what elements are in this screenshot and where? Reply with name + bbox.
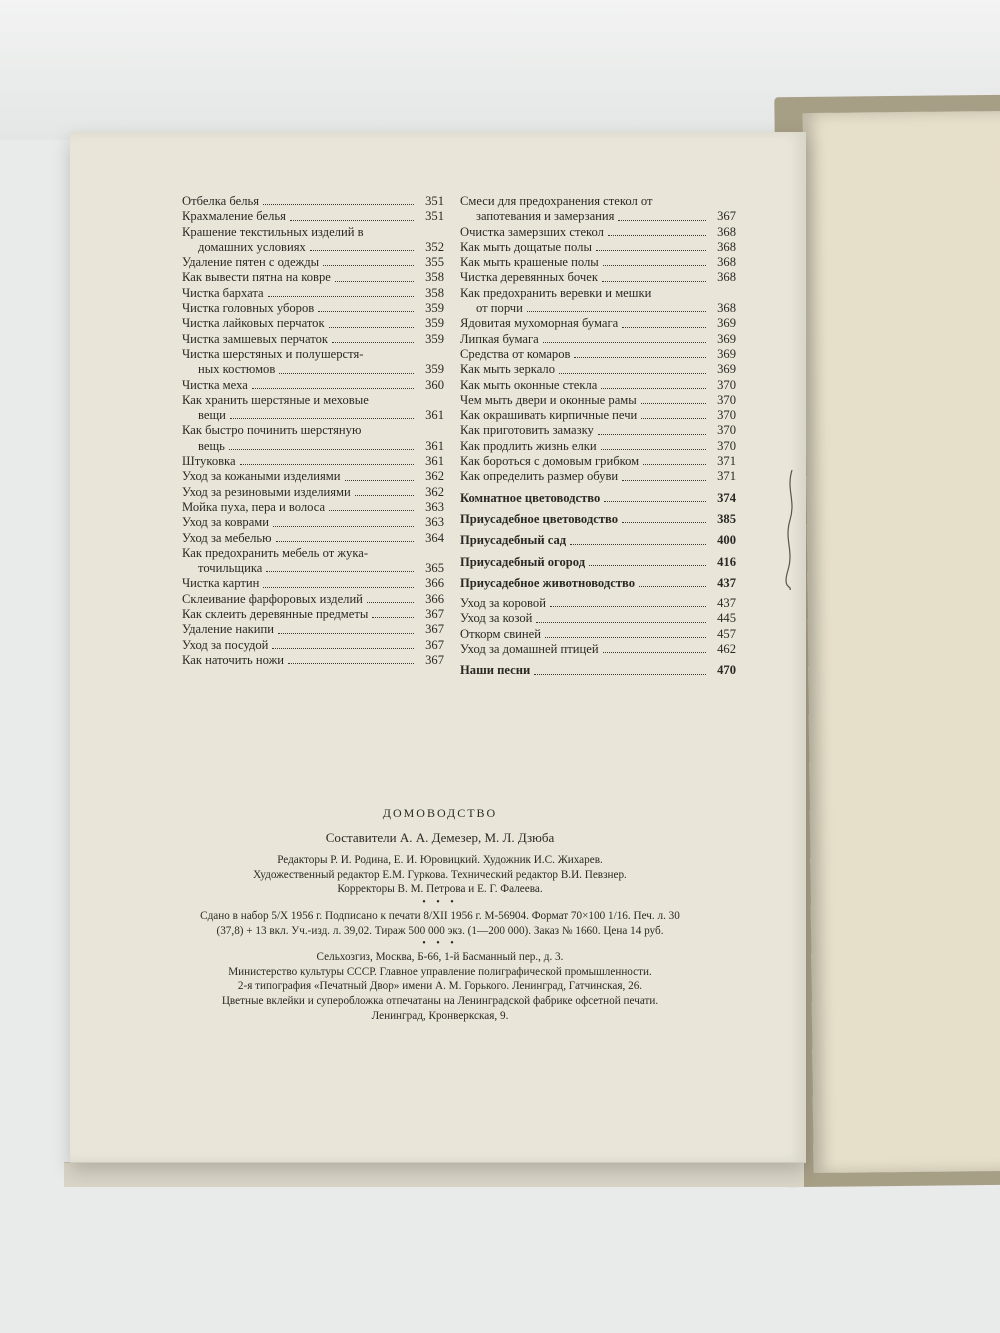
dot-leader	[618, 220, 706, 221]
toc-entry-page: 361	[425, 454, 444, 469]
toc-entry	[460, 491, 736, 506]
dot-leader	[603, 265, 706, 266]
toc-entry-title: Приусадебный огород	[460, 554, 586, 569]
toc-entry-title: ных костюмов	[198, 362, 276, 377]
toc-entry-page: 369	[717, 362, 736, 377]
compilers-line: Составители А. А. Демезер, М. Л. Дзюба	[325, 829, 555, 845]
toc-entry-page: 367	[425, 652, 444, 667]
dot-leader	[608, 235, 706, 236]
toc-entry	[460, 642, 736, 657]
dot-leader	[318, 311, 414, 312]
toc-entry-page: 457	[717, 626, 736, 641]
toc-entry	[460, 301, 736, 316]
toc-entry-page: 367	[425, 607, 444, 622]
toc-entry	[182, 515, 444, 530]
toc-entry-title: Чистка деревянных бочек	[460, 270, 598, 285]
toc-entry	[182, 423, 444, 438]
toc-entry-page: 374	[717, 490, 736, 505]
toc-entry-title: Отбелка белья	[182, 194, 260, 208]
toc-entry-title: Как определить размер обуви	[460, 469, 619, 484]
print-details-line-2: (37,8) + 13 вкл. Уч.-изд. л. 39,02. Тираж 500 000 экз. (1—200 000). Заказ № 1660. Цена 14 руб.	[216, 924, 664, 937]
toc-entry-page: 362	[425, 469, 444, 484]
toc-entry	[460, 362, 736, 377]
toc-entry-title: Чистка бархата	[182, 285, 264, 300]
dot-leader	[263, 587, 414, 588]
toc-entry-page: 367	[425, 637, 444, 652]
toc-entry-page: 371	[717, 454, 736, 469]
ministry-line: Министерство культуры СССР. Главное управление полиграфической промышленности.	[228, 965, 652, 978]
dot-leader	[589, 565, 706, 566]
dot-leader	[534, 674, 706, 675]
toc-entry	[182, 301, 444, 316]
dot-leader	[527, 311, 706, 312]
toc-entry-title: Уход за посудой	[182, 637, 269, 652]
dot-leader	[335, 281, 414, 282]
toc-entry-title: Чистка лайковых перчаток	[182, 316, 325, 331]
toc-entry-page: 358	[425, 270, 444, 285]
toc-entry-title: Приусадебное цветоводство	[460, 511, 619, 526]
toc-entry-page: 359	[425, 331, 444, 346]
toc-entry-page: 470	[717, 663, 736, 678]
toc-entry-title: Чистка меха	[182, 377, 248, 392]
toc-entry	[182, 653, 444, 668]
toc-entry-title: Как мыть крашеные полы	[460, 255, 599, 270]
toc-entry	[182, 393, 444, 408]
art-editor-line: Художественный редактор Е.М. Гуркова. Технический редактор В.И. Певзнер.	[253, 868, 627, 881]
toc-entry-title: вещи	[198, 408, 226, 423]
dot-leader	[355, 495, 414, 496]
toc-entry-page: 366	[425, 591, 444, 606]
dot-leader	[622, 327, 706, 328]
dot-leader	[601, 388, 706, 389]
toc-entry-title: Крашение текстильных изделий в	[182, 224, 364, 239]
toc-entry-title: Ядовитая мухоморная бумага	[460, 316, 619, 331]
toc-entry	[182, 531, 444, 546]
toc-entry	[460, 286, 736, 301]
dot-leader	[240, 464, 414, 465]
toc-entry-title: Как продлить жизнь елки	[460, 438, 597, 453]
dot-leader	[641, 403, 706, 404]
insert-address: Ленинград, Кронверкская, 9.	[371, 1009, 509, 1022]
separator: • • •	[422, 896, 458, 908]
toc-entry-title: Наши песни	[460, 663, 531, 678]
toc-entry-title: домашних условиях	[198, 239, 306, 254]
toc-entry-title: Как наточить ножи	[182, 652, 285, 667]
toc-entry-page: 361	[425, 408, 444, 423]
toc-entry-title: Удаление пятен с одежды	[182, 255, 320, 270]
toc-entry-title: Крахмаление белья	[182, 209, 286, 224]
toc-entry-page: 368	[717, 239, 736, 254]
toc-entry-title: Как мыть оконные стекла	[460, 377, 598, 392]
toc-entry-title: Приусадебный сад	[460, 533, 567, 548]
toc-entry-page: 370	[717, 377, 736, 392]
toc-entry	[460, 316, 736, 331]
toc-entry	[460, 423, 736, 438]
toc-entry-page: 369	[717, 316, 736, 331]
dot-leader	[230, 418, 414, 419]
toc-entry	[182, 485, 444, 500]
toc-entry-page: 385	[717, 511, 736, 526]
dot-leader	[641, 418, 706, 419]
contents-column-left	[182, 194, 444, 668]
toc-entry	[460, 439, 736, 454]
dot-leader	[601, 449, 706, 450]
dot-leader	[372, 617, 414, 618]
toc-entry	[182, 240, 444, 255]
toc-entry-page: 368	[717, 255, 736, 270]
toc-entry	[182, 500, 444, 515]
toc-entry	[182, 638, 444, 653]
toc-entry	[460, 611, 736, 626]
toc-entry	[182, 225, 444, 240]
toc-entry-page: 370	[717, 392, 736, 407]
toc-entry-page: 360	[425, 377, 444, 392]
toc-entry-title: Уход за козой	[460, 611, 533, 626]
toc-entry	[460, 240, 736, 255]
dot-leader	[276, 541, 414, 542]
toc-entry-page: 365	[425, 561, 444, 576]
dot-leader	[310, 250, 414, 251]
proofreaders-line: Корректоры В. М. Петрова и Е. Г. Фалеева.	[337, 883, 543, 896]
toc-entry-page: 363	[425, 515, 444, 530]
dot-leader	[622, 480, 706, 481]
toc-entry-page: 359	[425, 316, 444, 331]
toc-entry-title: Уход за коровой	[460, 596, 546, 611]
toc-entry	[182, 622, 444, 637]
toc-entry-page: 359	[425, 362, 444, 377]
toc-entry	[182, 209, 444, 224]
toc-entry-title: Чистка головных уборов	[182, 301, 315, 316]
toc-entry-title: Как хранить шерстяные и меховые	[182, 392, 369, 407]
dot-leader	[550, 606, 706, 607]
toc-entry	[460, 454, 736, 469]
contents-column-right	[460, 194, 736, 684]
toc-entry-page: 367	[717, 209, 736, 224]
toc-entry-page: 369	[717, 346, 736, 361]
toc-entry	[182, 316, 444, 331]
toc-entry-page: 437	[717, 575, 736, 590]
dot-leader	[268, 296, 414, 297]
toc-entry	[460, 408, 736, 423]
dot-leader	[290, 220, 414, 221]
toc-entry-title: Чистка шерстяных и полушерстя-	[182, 346, 364, 361]
toc-entry-page: 359	[425, 301, 444, 316]
toc-entry	[182, 439, 444, 454]
dot-leader	[604, 501, 706, 502]
toc-entry-page: 368	[717, 301, 736, 316]
toc-entry-page: 361	[425, 438, 444, 453]
toc-entry	[460, 555, 736, 570]
toc-entry	[182, 332, 444, 347]
printer-line: 2-я типография «Печатный Двор» имени А. М. Горького. Ленинград, Гатчинская, 26.	[237, 980, 643, 993]
print-details-line-1: Сдано в набор 5/X 1956 г. Подписано к печати 8/XII 1956 г. М-56904. Формат 70×100 1/16. Печ. л. 30	[200, 909, 680, 922]
dot-leader	[272, 648, 414, 649]
toc-entry	[182, 286, 444, 301]
toc-entry-title: Как склеить деревянные предметы	[182, 607, 369, 622]
toc-entry	[182, 592, 444, 607]
toc-entry-page: 370	[717, 423, 736, 438]
toc-entry-title: Как приготовить замазку	[460, 423, 594, 438]
separator: • • •	[422, 938, 458, 950]
toc-entry	[460, 663, 736, 678]
toc-entry-title: Средства от комаров	[460, 346, 571, 361]
toc-entry-page: 368	[717, 224, 736, 239]
toc-entry-title: Уход за коврами	[182, 515, 269, 530]
toc-entry	[460, 576, 736, 591]
dot-leader	[279, 373, 414, 374]
toc-entry-title: Как предохранить веревки и мешки	[460, 285, 652, 300]
toc-entry-page: 351	[425, 194, 444, 208]
dot-leader	[643, 464, 706, 465]
toc-entry-page: 369	[717, 331, 736, 346]
toc-entry-title: Липкая бумага	[460, 331, 539, 346]
toc-entry	[460, 596, 736, 611]
toc-entry-title: Склеивание фарфоровых изделий	[182, 591, 363, 606]
toc-entry	[182, 194, 444, 209]
dot-leader	[574, 357, 706, 358]
dot-leader	[603, 652, 706, 653]
dot-leader	[263, 204, 414, 205]
toc-entry-title: Чем мыть двери и оконные рамы	[460, 392, 637, 407]
dot-leader	[278, 633, 414, 634]
toc-entry	[182, 270, 444, 285]
toc-entry	[182, 347, 444, 362]
dot-leader	[252, 388, 414, 389]
toc-entry-title: Как мыть зеркало	[460, 362, 555, 377]
dot-leader	[266, 571, 414, 572]
toc-entry	[182, 378, 444, 393]
toc-entry-title: Как предохранить мебель от жука-	[182, 545, 369, 560]
colophon	[150, 806, 730, 1023]
toc-entry-page: 355	[425, 255, 444, 270]
toc-entry-page: 371	[717, 469, 736, 484]
toc-entry	[182, 576, 444, 591]
toc-entry-page: 368	[717, 270, 736, 285]
toc-entry-page: 370	[717, 408, 736, 423]
dot-leader	[598, 434, 706, 435]
dot-leader	[570, 544, 706, 545]
toc-entry-title: Уход за резиновыми изделиями	[182, 484, 351, 499]
page-block-edge	[64, 1162, 804, 1187]
toc-entry	[182, 255, 444, 270]
toc-entry	[460, 225, 736, 240]
toc-entry-page: 437	[717, 596, 736, 611]
dot-leader	[345, 480, 415, 481]
toc-entry-page: 367	[425, 622, 444, 637]
toc-entry	[460, 194, 736, 209]
dot-leader	[273, 526, 414, 527]
toc-entry-title: Как бороться с домовым грибком	[460, 454, 640, 469]
toc-entry-title: Удаление накипи	[182, 622, 275, 637]
toc-entry-page: 445	[717, 611, 736, 626]
dot-leader	[367, 602, 414, 603]
toc-entry-page: 416	[717, 554, 736, 569]
toc-entry	[460, 533, 736, 548]
toc-entry-title: Как быстро починить шерстяную	[182, 423, 362, 438]
dot-leader	[596, 250, 706, 251]
toc-entry-title: Как вывести пятна на ковре	[182, 270, 331, 285]
toc-entry-page: 462	[717, 642, 736, 657]
toc-entry-page: 351	[425, 209, 444, 224]
toc-entry	[182, 546, 444, 561]
book-title: ДОМОВОДСТВО	[382, 806, 498, 820]
toc-entry	[182, 607, 444, 622]
toc-entry-page: 400	[717, 533, 736, 548]
toc-entry-page: 370	[717, 438, 736, 453]
toc-entry	[460, 627, 736, 642]
dot-leader	[545, 637, 706, 638]
toc-entry	[460, 469, 736, 484]
dot-leader	[543, 342, 706, 343]
toc-entry	[460, 393, 736, 408]
dot-leader	[622, 522, 706, 523]
toc-entry-title: точильщика	[198, 561, 263, 576]
dot-leader	[639, 586, 706, 587]
toc-entry-title: Приусадебное животноводство	[460, 575, 636, 590]
dot-leader	[332, 342, 414, 343]
toc-entry-page: 352	[425, 239, 444, 254]
toc-entry-title: Чистка замшевых перчаток	[182, 331, 329, 346]
dot-leader	[323, 265, 414, 266]
toc-entry-title: Уход за домашней птицей	[460, 642, 599, 657]
toc-entry-title: Смеси для предохранения стекол от	[460, 194, 653, 208]
toc-entry-page: 363	[425, 499, 444, 514]
binding-thread	[784, 470, 798, 590]
editors-line: Редакторы Р. И. Родина, Е. И. Юровицкий. Художник И.С. Жихарев.	[277, 854, 603, 867]
insert-line: Цветные вклейки и суперобложка отпечатаны на Ленинградской фабрике офсетной печати.	[221, 994, 659, 1007]
toc-entry	[182, 469, 444, 484]
toc-entry-title: от порчи	[476, 301, 523, 316]
toc-entry-title: Откорм свиней	[460, 626, 541, 641]
dot-leader	[559, 373, 706, 374]
toc-entry-title: вещь	[198, 438, 225, 453]
toc-entry-title: Штуковка	[182, 454, 236, 469]
dot-leader	[329, 510, 414, 511]
toc-entry	[182, 454, 444, 469]
toc-entry-title: Как мыть дощатые полы	[460, 239, 592, 254]
toc-entry-title: Очистка замерзших стекол	[460, 224, 604, 239]
dot-leader	[329, 327, 414, 328]
toc-entry	[182, 408, 444, 423]
toc-entry-title: Мойка пуха, пера и волоса	[182, 499, 326, 514]
toc-entry-title: запотевания и замерзания	[476, 209, 615, 224]
toc-entry	[460, 512, 736, 527]
toc-entry-title: Как окрашивать кирпичные печи	[460, 408, 638, 423]
toc-entry-title: Чистка картин	[182, 576, 260, 591]
toc-entry-title: Уход за кожаными изделиями	[182, 469, 341, 484]
dot-leader	[288, 663, 414, 664]
toc-entry	[460, 347, 736, 362]
dot-leader	[229, 449, 414, 450]
toc-entry	[460, 270, 736, 285]
toc-entry	[182, 362, 444, 377]
toc-entry-page: 364	[425, 530, 444, 545]
publisher-line: Сельхозгиз, Москва, Б-66, 1-й Басманный пер., д. 3.	[316, 951, 564, 964]
toc-entry-page: 358	[425, 285, 444, 300]
toc-entry-page: 362	[425, 484, 444, 499]
toc-entry-title: Уход за мебелью	[182, 530, 272, 545]
toc-entry-title: Комнатное цветоводство	[460, 490, 601, 505]
dot-leader	[536, 622, 706, 623]
toc-entry-page: 366	[425, 576, 444, 591]
toc-entry	[460, 378, 736, 393]
toc-entry	[460, 209, 736, 224]
toc-entry	[460, 332, 736, 347]
toc-entry	[460, 255, 736, 270]
toc-entry	[182, 561, 444, 576]
facing-endpaper	[802, 111, 1000, 1173]
dot-leader	[602, 281, 706, 282]
